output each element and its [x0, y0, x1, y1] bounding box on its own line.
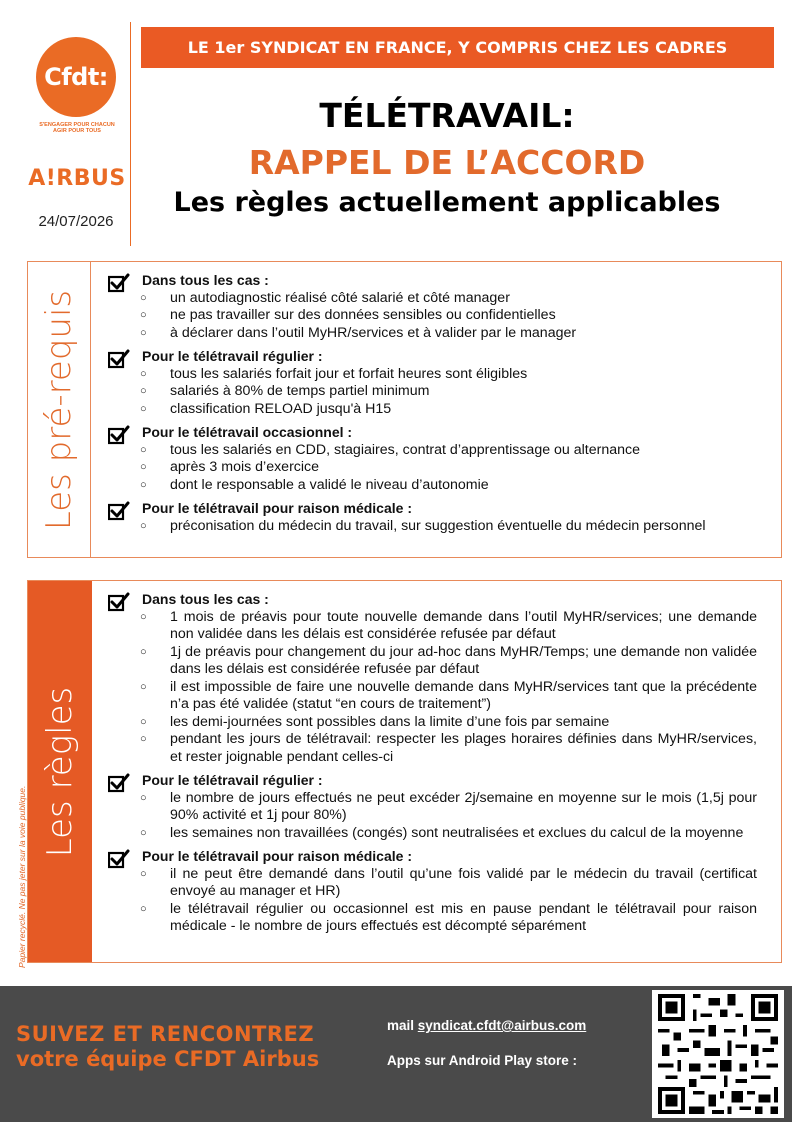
mail-line	[387, 1018, 586, 1033]
list-item: ○ 1j de préavis pour changement du jour ad-hoc dans MyHR/Temps; une demande non validée dans les délais est considérée refusée par défaut	[170, 644, 757, 679]
bullet-list	[142, 518, 757, 536]
mail-link[interactable]: syndicat.cfdt@airbus.com	[417, 1018, 587, 1033]
bullet-list	[142, 609, 757, 767]
list-item: ○ tous les salariés en CDD, stagiaires, contrat d’apprentissage ou alternance	[170, 442, 757, 460]
document-date: 24/07/2026	[38, 213, 114, 230]
list-item: ○ classification RELOAD jusqu'à H15	[170, 401, 757, 419]
rules-side	[28, 581, 92, 962]
list-item: ○ préconisation du médecin du travail, sur suggestion éventuelle du médecin personnel	[170, 518, 757, 536]
bullet-list	[142, 866, 757, 936]
bullet-list	[142, 790, 757, 843]
list-item: ○ les semaines non travaillées (congés) sont neutralisées et exclues du calcul de la moyenne	[170, 825, 757, 843]
checkbox-icon	[108, 501, 130, 521]
section	[108, 772, 757, 842]
title-line-3: Les règles actuellement applicables	[173, 187, 721, 218]
mail-label: mail	[387, 1018, 415, 1033]
prerequisites-content	[108, 272, 757, 541]
footer-slogan-2: votre équipe CFDT Airbus	[16, 1047, 320, 1071]
rules-label: Les règles	[40, 686, 80, 857]
section	[108, 591, 757, 766]
section	[108, 848, 757, 936]
list-item: ○ le nombre de jours effectués ne peut excéder 2j/semaine en moyenne sur le mois (1,5j pour 90% activité et 1j pour 80%)	[170, 790, 757, 825]
title-line-2: RAPPEL DE L’ACCORD	[248, 143, 646, 182]
checkbox-icon	[108, 773, 130, 793]
title-line-1: TÉLÉTRAVAIL:	[319, 96, 575, 135]
prerequisites-side	[28, 262, 91, 557]
prerequisites-box	[27, 261, 782, 558]
checkbox-icon	[108, 592, 130, 612]
list-item: ○ les demi-journées sont possibles dans la limite d’une fois par semaine	[170, 714, 757, 732]
footer-slogan-1: SUIVEZ ET RENCONTREZ	[16, 1022, 315, 1046]
section-title: Dans tous les cas :	[142, 591, 269, 607]
header-divider	[130, 22, 131, 246]
section-title: Pour le télétravail régulier :	[142, 348, 323, 364]
recycled-paper-note: Papier recyclé. Ne pas jeter sur la voie publique.	[17, 785, 27, 968]
section-title: Pour le télétravail pour raison médicale :	[142, 848, 412, 864]
list-item: ○ le télétravail régulier ou occasionnel est mis en pause pendant le télétravail pour raison médicale - le nombre de jours effectués est décompté séparément	[170, 901, 757, 936]
qr-code[interactable]	[652, 990, 784, 1118]
list-item: ○ après 3 mois d’exercice	[170, 459, 757, 477]
list-item: ○ salariés à 80% de temps partiel minimum	[170, 383, 757, 401]
list-item: ○ à déclarer dans l’outil MyHR/services et à valider par le manager	[170, 325, 757, 343]
logo-tagline: S'ENGAGER POUR CHACUN AGIR POUR TOUS	[39, 122, 115, 134]
list-item: ○ il est impossible de faire une nouvelle demande dans MyHR/services tant que la précédente n’a pas été validée (statut “en cours de traitement”)	[170, 679, 757, 714]
rules-content	[108, 591, 757, 942]
section-title: Pour le télétravail pour raison médicale :	[142, 500, 412, 516]
logo-text: Cfdt:	[44, 63, 108, 91]
section-title: Pour le télétravail occasionnel :	[142, 424, 353, 440]
section	[108, 348, 757, 418]
bullet-list	[142, 366, 757, 419]
list-item: ○ 1 mois de préavis pour toute nouvelle demande dans l’outil MyHR/services; une demande non validée dans les délais est considérée refusée par défaut	[170, 609, 757, 644]
section-title: Dans tous les cas :	[142, 272, 269, 288]
footer	[0, 986, 792, 1122]
list-item: ○ tous les salariés forfait jour et forfait heures sont éligibles	[170, 366, 757, 384]
bullet-list	[142, 442, 757, 495]
section-title: Pour le télétravail régulier :	[142, 772, 323, 788]
apps-text: Apps sur Android Play store :	[387, 1053, 578, 1068]
section	[108, 272, 757, 342]
checkbox-icon	[108, 349, 130, 369]
list-item: ○ pendant les jours de télétravail: respecter les plages horaires définies dans MyHR/services, et rester joignable pendant celles-ci	[170, 731, 757, 766]
section	[108, 500, 757, 535]
rules-box	[27, 580, 782, 963]
checkbox-icon	[108, 273, 130, 293]
checkbox-icon	[108, 425, 130, 445]
bullet-list	[142, 290, 757, 343]
cfdt-logo	[36, 37, 116, 117]
prerequisites-label: Les pré-requis	[39, 289, 79, 530]
list-item: ○ dont le responsable a validé le niveau d’autonomie	[170, 477, 757, 495]
list-item: ○ il ne peut être demandé dans l’outil qu’une fois validé par le médecin du travail (certificat envoyé au manager et HR)	[170, 866, 757, 901]
checkbox-icon	[108, 849, 130, 869]
union-banner: LE 1er SYNDICAT EN FRANCE, Y COMPRIS CHEZ LES CADRES	[141, 27, 774, 68]
list-item: ○ ne pas travailler sur des données sensibles ou confidentielles	[170, 307, 757, 325]
list-item: ○ un autodiagnostic réalisé côté salarié et côté manager	[170, 290, 757, 308]
section	[108, 424, 757, 494]
airbus-logo: A!RBUS	[28, 166, 126, 191]
